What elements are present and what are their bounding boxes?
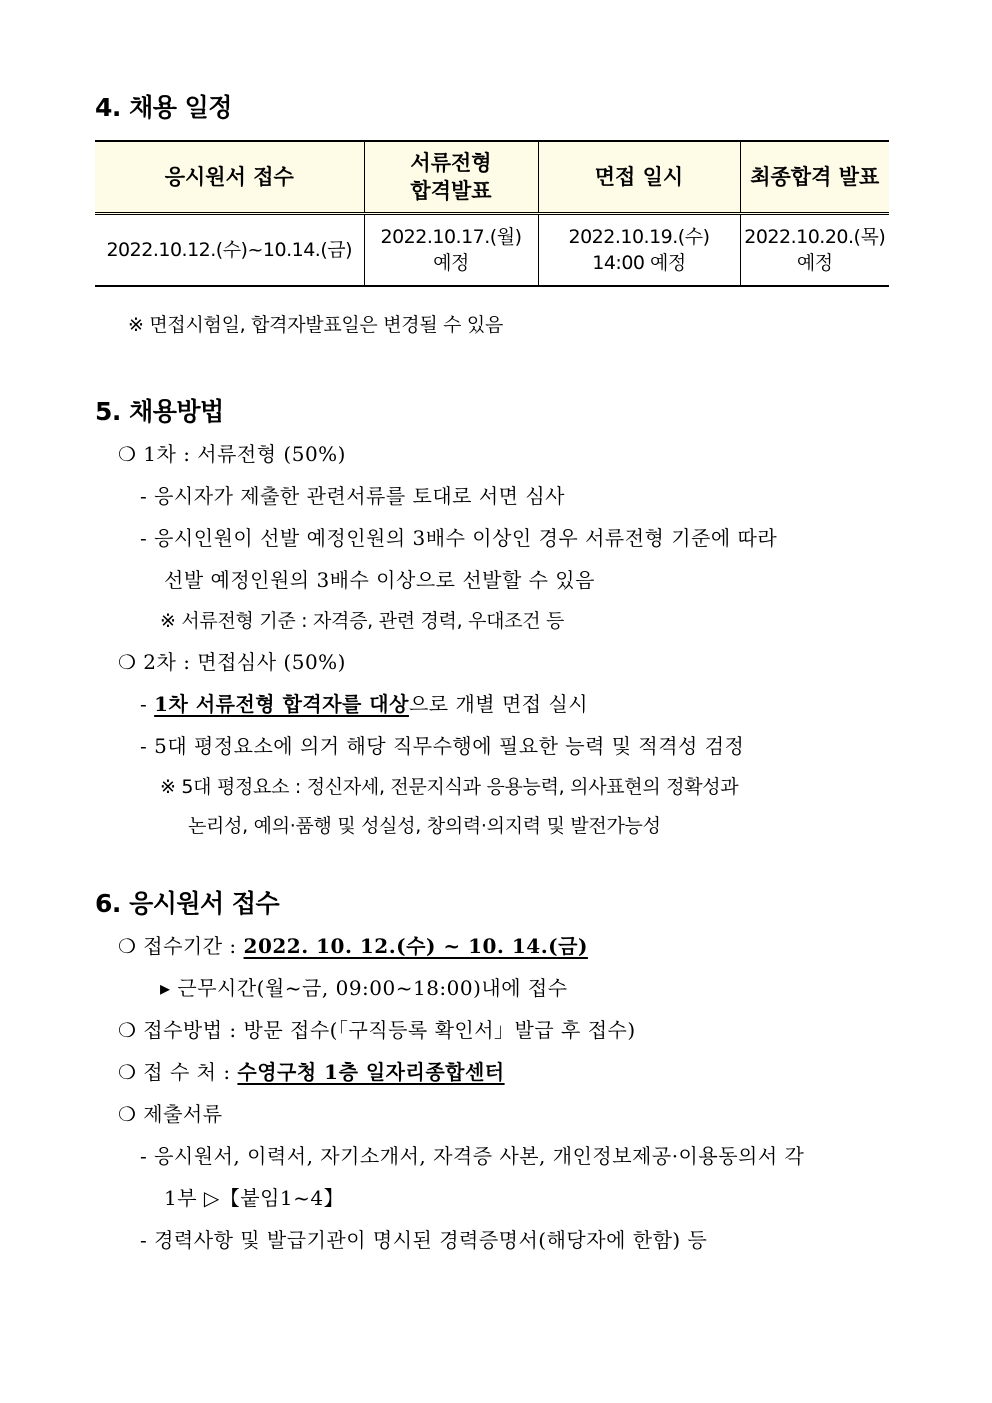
round2-item-1-rest: 으로 개별 면접 실시	[408, 692, 589, 716]
cell-document-result-date	[364, 214, 538, 287]
round1-heading: ❍ 1차 : 서류전형 (50%)	[118, 442, 346, 466]
cell-text	[568, 226, 709, 274]
cell-text	[380, 226, 521, 274]
cell-text-line: 14:00 예정	[592, 252, 686, 274]
cell-text	[410, 151, 491, 203]
cell-text	[165, 165, 294, 189]
round2-heading: ❍ 2차 : 면접심사 (50%)	[118, 650, 346, 674]
header-final-result	[740, 141, 889, 214]
round2-item-1-emphasis: 1차 서류전형 합격자를 대상	[154, 692, 409, 716]
schedule-header-row	[95, 141, 889, 214]
header-interview	[538, 141, 740, 214]
application-place	[118, 1056, 505, 1085]
cell-text-line: 2022.10.19.(수)	[568, 226, 710, 248]
section-6-title: 6. 응시원서 접수	[95, 889, 280, 918]
cell-text-line: 2022.10.20.(목)	[744, 226, 886, 248]
schedule-row	[95, 214, 889, 287]
application-period-value: 2022. 10. 12.(수) ~ 10. 14.(금)	[243, 934, 588, 958]
cell-text-line: 응시원서 접수	[164, 165, 294, 189]
round2-note-cont: 논리성, 예의·품행 및 성실성, 창의력·의지력 및 발전가능성	[188, 815, 661, 837]
cell-application-dates	[95, 214, 364, 287]
cell-text-line: 최종합격 발표	[750, 165, 880, 189]
cell-text-line: 예정	[796, 252, 833, 274]
cell-text-line: 2022.10.12.(수)~10.14.(금)	[106, 239, 353, 261]
round1-note: ※ 서류전형 기준 : 자격증, 관련 경력, 우대조건 등	[160, 610, 565, 632]
cell-text-line: 합격발표	[410, 179, 492, 203]
round2-item-1-prefix: -	[140, 692, 155, 716]
cell-text-line: 서류전형	[410, 151, 492, 175]
section-4-title: 4. 채용 일정	[95, 93, 232, 122]
application-method: ❍ 접수방법 : 방문 접수(「구직등록 확인서」발급 후 접수)	[118, 1018, 636, 1042]
application-place-label: ❍ 접 수 처 :	[118, 1060, 238, 1084]
required-documents-heading: ❍ 제출서류	[118, 1102, 223, 1126]
cell-text-line: 면접 일시	[594, 165, 684, 189]
application-period	[118, 930, 588, 959]
round2-item-1	[140, 688, 588, 717]
cell-text	[595, 165, 683, 189]
round1-item-2: - 응시인원이 선발 예정인원의 3배수 이상인 경우 서류전형 기준에 따라	[140, 526, 778, 550]
required-documents-item-1: - 응시원서, 이력서, 자기소개서, 자격증 사본, 개인정보제공·이용동의서 각	[140, 1144, 805, 1168]
application-place-value: 수영구청 1층 일자리종합센터	[237, 1060, 505, 1084]
header-application	[95, 141, 364, 214]
cell-text-line: 2022.10.17.(월)	[380, 226, 522, 248]
cell-interview-date	[538, 214, 740, 287]
section-5-title: 5. 채용방법	[95, 397, 224, 426]
round1-item-1: - 응시자가 제출한 관련서류를 토대로 서면 심사	[140, 484, 565, 508]
required-documents-item-2: - 경력사항 및 발급기관이 명시된 경력증명서(해당자에 한함) 등	[140, 1228, 708, 1252]
cell-text	[744, 226, 885, 274]
office-hours: ▸ 근무시간(월~금, 09:00~18:00)내에 접수	[160, 976, 568, 1000]
cell-text	[750, 165, 879, 189]
schedule-note: ※ 면접시험일, 합격자발표일은 변경될 수 있음	[128, 314, 504, 336]
header-document-result	[364, 141, 538, 214]
schedule-table	[95, 140, 889, 287]
round1-item-2-cont: 선발 예정인원의 3배수 이상으로 선발할 수 있음	[164, 568, 595, 592]
cell-final-result-date	[740, 214, 889, 287]
round2-note: ※ 5대 평정요소 : 정신자세, 전문지식과 응용능력, 의사표현의 정확성과	[160, 776, 739, 798]
required-documents-item-1-cont: 1부 ▷【붙임1~4】	[164, 1186, 345, 1210]
cell-text	[106, 239, 352, 261]
cell-text-line: 예정	[433, 252, 469, 274]
application-period-label: ❍ 접수기간 :	[118, 934, 244, 958]
round2-item-2: - 5대 평정요소에 의거 해당 직무수행에 필요한 능력 및 적격성 검정	[140, 734, 745, 758]
